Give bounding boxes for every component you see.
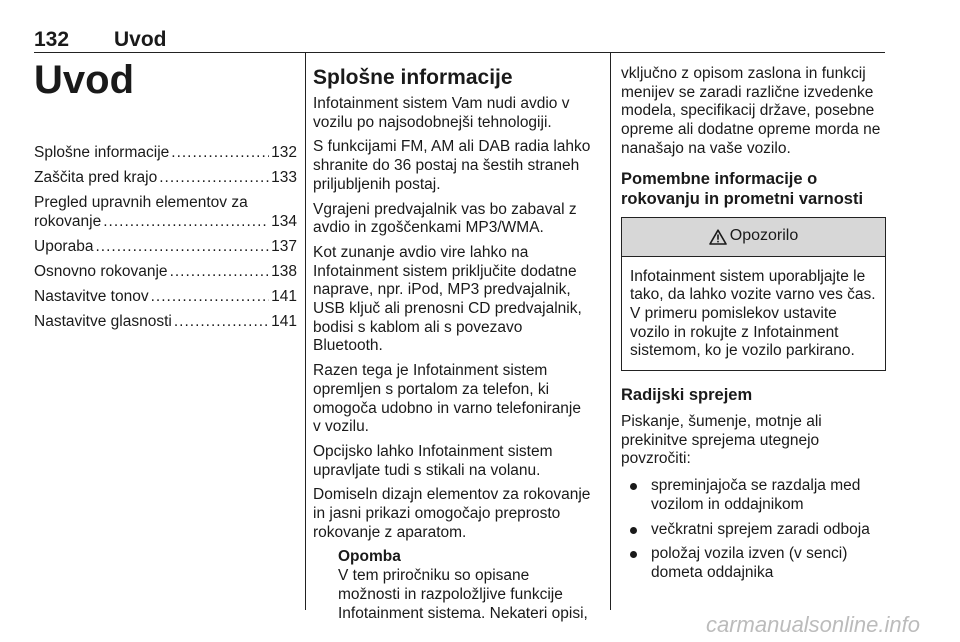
page-number: 132 xyxy=(34,28,70,51)
bullet-list xyxy=(621,477,886,583)
toc-entry-title: rokovanje xyxy=(34,213,102,230)
toc-entry[interactable] xyxy=(34,168,297,187)
toc-entry-title: Nastavitve glasnosti xyxy=(34,313,172,330)
toc-entry-title: Osnovno rokovanje xyxy=(34,263,168,280)
toc-entry-page: 133 xyxy=(271,169,297,186)
toc-entry-page: 134 xyxy=(271,213,297,230)
paragraph: Kot zunanje avdio vire lahko na Infotainment sistem priključite dodatne naprave, npr. iPod, MP3 predvajalnik, USB ključ ali prenosni CD predvajalnik, bodisi s kablom ali s povezavo Bluetooth. xyxy=(313,243,582,355)
toc-entry[interactable] xyxy=(34,262,297,281)
note-title: Opomba xyxy=(338,548,401,566)
section-heading: Radijski sprejem xyxy=(621,386,753,405)
toc-entry-page: 138 xyxy=(271,263,297,280)
chapter-title: Uvod xyxy=(114,28,167,51)
note-continued: vključno z opisom zaslona in funkcij menijev se zaradi različne izvedenke modela, specifikacij države, posebne opreme ali dodatne opreme morda ne nanašajo na vaše vozilo. xyxy=(621,65,881,157)
paragraph: Opcijsko lahko Infotainment sistem upravljate tudi s stikali na volanu. xyxy=(313,442,553,479)
toc-entry[interactable] xyxy=(34,193,297,231)
paragraph: Domiseln dizajn elementov za rokovanje in jasni prikazi omogočajo preprosto rokovanje z aparatom. xyxy=(313,486,591,541)
toc-entry-title-line1: Pregled upravnih elementov za xyxy=(34,194,248,211)
page-header xyxy=(34,22,885,53)
warning-box xyxy=(621,217,886,372)
toc-entry-title: Zaščita pred krajo xyxy=(34,169,158,186)
note xyxy=(338,548,593,623)
warning-triangle-icon xyxy=(709,229,727,245)
toc-entry-title: Splošne informacije xyxy=(34,144,170,161)
toc-entry-page: 137 xyxy=(271,238,297,255)
paragraph: Vgrajeni predvajalnik vas bo zabaval z avdio in zgoščenkami MP3/WMA. xyxy=(313,200,577,237)
toc-entry-page: 141 xyxy=(271,313,297,330)
warning-text: Infotainment sistem uporabljajte le tako, da lahko vozite varno ves čas. V primeru pomislekov ustavite vozilo in rokujte z Infotainment sistemom, ko je vozilo parkirano. xyxy=(630,267,876,360)
toc-entry-title: Nastavitve tonov xyxy=(34,288,149,305)
section-heading: Splošne informacije xyxy=(313,66,513,89)
chapter-heading: Uvod xyxy=(34,58,134,102)
toc-entry-title: Uporaba xyxy=(34,238,94,255)
list-item: večkratni sprejem zaradi odboja xyxy=(621,521,886,540)
toc-entry[interactable] xyxy=(34,287,297,306)
toc-entry-page: 132 xyxy=(271,144,297,161)
warning-label: Opozorilo xyxy=(729,227,799,245)
toc-entry[interactable] xyxy=(34,143,297,162)
column-divider-right xyxy=(610,52,611,610)
watermark: carmanualsonline.info xyxy=(705,612,920,637)
toc-entry-page: 141 xyxy=(271,288,297,305)
note-text: V tem priročniku so opisane možnosti in razpoložljive funkcije Infotainment sistema. Nekateri opisi, xyxy=(338,567,588,622)
warning-header xyxy=(622,218,885,257)
paragraph: Razen tega je Infotainment sistem opremljen s portalom za telefon, ki omogoča udobno in varno telefoniranje v vozilu. xyxy=(313,362,581,436)
list-item: položaj vozila izven (v senci) dometa oddajnika xyxy=(621,545,886,582)
paragraph: Infotainment sistem Vam nudi avdio v vozilu po najsodobnejši tehnologiji. xyxy=(313,95,570,131)
paragraph: Piskanje, šumenje, motnje ali prekinitve sprejema utegnejo povzročiti: xyxy=(621,413,822,468)
table-of-contents xyxy=(34,143,297,337)
section-heading: Pomembne informacije o rokovanju in prometni varnosti xyxy=(621,169,864,208)
column-divider-left xyxy=(305,52,306,610)
list-item: spreminjajoča se razdalja med vozilom in oddajnikom xyxy=(621,477,886,514)
toc-entry[interactable] xyxy=(34,237,297,256)
right-column xyxy=(621,65,886,589)
paragraph: S funkcijami FM, AM ali DAB radia lahko shranite do 36 postaj na šestih straneh priljubljenih postaj. xyxy=(313,138,591,193)
toc-entry[interactable] xyxy=(34,312,297,331)
general-info-column xyxy=(313,66,593,623)
